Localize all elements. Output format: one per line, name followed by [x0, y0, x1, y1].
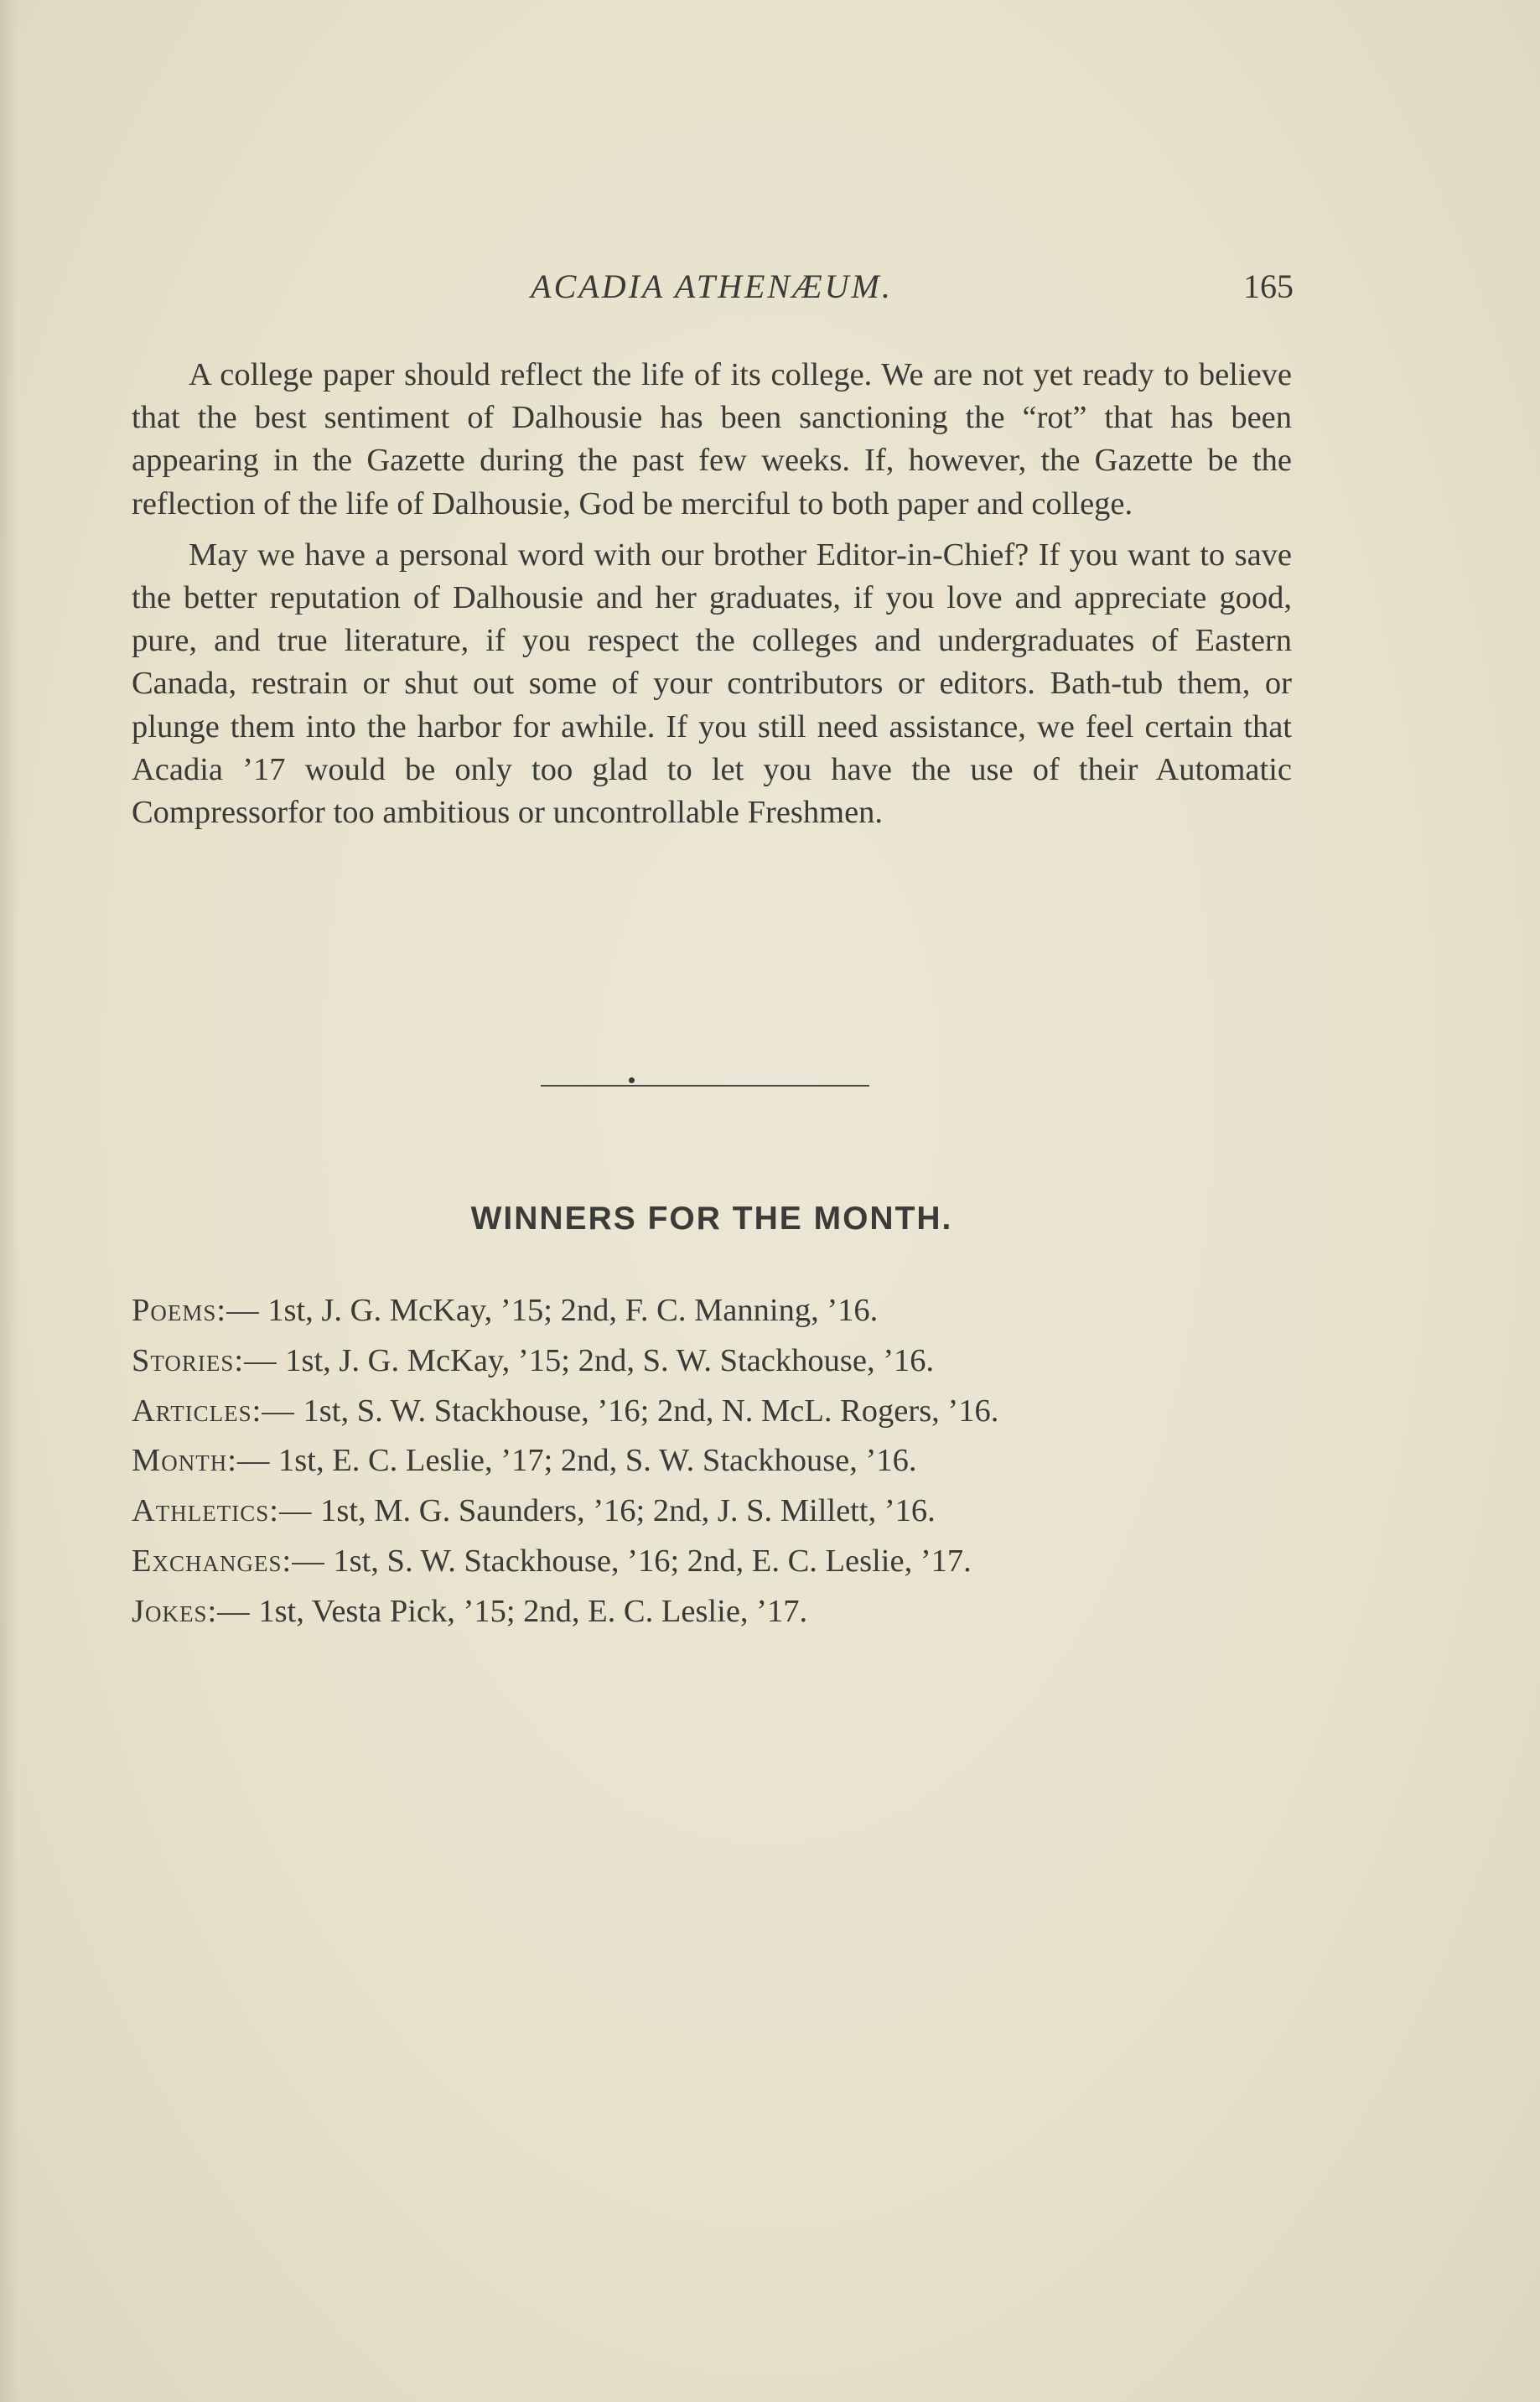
category-label: Jokes:—	[132, 1593, 251, 1629]
winner-names: 1st, E. C. Leslie, ’17; 2nd, S. W. Stackhouse, ’16.	[270, 1443, 917, 1479]
winner-row-poems	[132, 1286, 1292, 1336]
section-divider	[541, 1085, 869, 1087]
winner-row-jokes	[132, 1587, 1292, 1637]
paragraph: May we have a personal word with our brother Editor-in-Chief? If you want to save the better reputation of Dalhousie and her graduates, if you love and appreciate good, pure, and true literature, if you respect the colleges and undergraduates of Eastern Canada, restrain or shut out some of your contributors or editors. Bath-tub them, or plunge them into the harbor for awhile. If you still need assistance, we feel certain that Acadia ’17 would be only too glad to let you have the use of their Automatic Compressorfor too ambitious or uncontrollable Freshmen.	[132, 537, 1292, 831]
category-label: Month:—	[132, 1443, 271, 1479]
paragraph: A college paper should reflect the life of its college. We are not yet ready to believe that the best sentiment of Dalhousie has been sanctioning the “rot” that has been appearing in the Gazette during the past few weeks. If, however, the Gazette be the reflection of the life of Dalhousie, God be merciful to both paper and college.	[132, 357, 1292, 521]
category-label: Athletics:—	[132, 1493, 313, 1529]
divider-dot	[629, 1077, 635, 1083]
running-title: ACADIA ATHENÆUM.	[531, 267, 893, 305]
winner-names: 1st, Vesta Pick, ’15; 2nd, E. C. Leslie, ’17.	[250, 1593, 808, 1629]
article-body	[132, 354, 1292, 843]
winner-names: 1st, M. G. Saunders, ’16; 2nd, J. S. Millett, ’16.	[312, 1493, 936, 1529]
winner-row-articles	[132, 1387, 1292, 1437]
winner-row-month	[132, 1436, 1292, 1486]
page-edge-shadow	[0, 0, 18, 2402]
winners-list	[132, 1286, 1292, 1637]
category-label: Articles:—	[132, 1393, 295, 1429]
running-head	[130, 267, 1294, 314]
winner-row-exchanges	[132, 1537, 1292, 1587]
winner-names: 1st, J. G. McKay, ’15; 2nd, F. C. Manning, ’16.	[259, 1293, 879, 1328]
winner-row-athletics	[132, 1486, 1292, 1537]
category-label: Poems:—	[132, 1293, 260, 1328]
winner-names: 1st, J. G. McKay, ’15; 2nd, S. W. Stackhouse, ’16.	[277, 1342, 935, 1378]
category-label: Exchanges:—	[132, 1543, 325, 1579]
winner-names: 1st, S. W. Stackhouse, ’16; 2nd, E. C. Leslie, ’17.	[324, 1543, 972, 1579]
winner-names: 1st, S. W. Stackhouse, ’16; 2nd, N. McL. Rogers, ’16.	[294, 1393, 999, 1429]
category-label: Stories:—	[132, 1342, 277, 1378]
page-number: 165	[1243, 267, 1294, 305]
section-heading: WINNERS FOR THE MONTH.	[470, 1201, 953, 1237]
winner-row-stories	[132, 1336, 1292, 1387]
